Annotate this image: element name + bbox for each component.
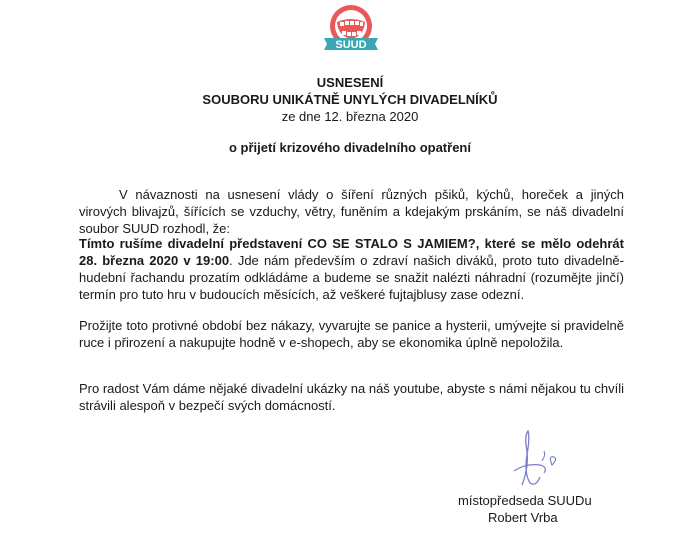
document-date: ze dne 12. března 2020 <box>281 109 419 124</box>
handwritten-signature-icon <box>500 425 572 491</box>
document-title: USNESENÍ <box>316 75 384 90</box>
cancellation-details: . Jde nám především o zdraví našich diváků, proto tuto divadelně-hudební řachandu prozatím odkládáme a budeme se snažit nalézti náhradní (rozumějte jinčí) termín pro tuto hru v budoucích měsících, až veškeré fujtajblusy zase odezní. <box>79 253 624 302</box>
signatory-role: místopředseda SUUDu <box>458 493 592 508</box>
theater-mouth-icon <box>318 2 384 60</box>
signatory-name: Robert Vrba <box>488 510 558 525</box>
document-subject: o přijetí krizového divadelního opatření <box>229 140 471 155</box>
cancellation-notice: Tímto rušíme divadelní představení CO SE STALO S JAMIEM?, které se mělo odehrát 28. března 2020 v 19:00 <box>79 236 624 268</box>
paragraph-intro: V návaznosti na usnesení vlády o šíření různých pšiků, kýchů, horeček a jiných virových blivajzů, šířících se vzduchy, větry, funěním a kdejakým prskáním, se náš divadelní soubor SUUD rozhodl, že: <box>79 187 624 236</box>
paragraph-advice: Prožijte toto protivné období bez nákazy, vyvarujte se panice a hysterii, umývejte si pravidelně ruce i přirození a nakupujte hodně v e-shopech, aby se ekonomika úplně nepoložila. <box>79 318 624 350</box>
paragraph-cancellation <box>79 235 624 303</box>
suud-logo <box>318 2 384 60</box>
logo-text: SUUD <box>335 39 367 51</box>
organization-name: SOUBORU UNIKÁTNĚ UNYLÝCH DIVADELNÍKŮ <box>202 92 498 107</box>
paragraph-youtube: Pro radost Vám dáme nějaké divadelní ukázky na náš youtube, abyste s námi nějakou tu chvíli strávili alespoň v bezpečí svých domácností. <box>79 381 624 413</box>
